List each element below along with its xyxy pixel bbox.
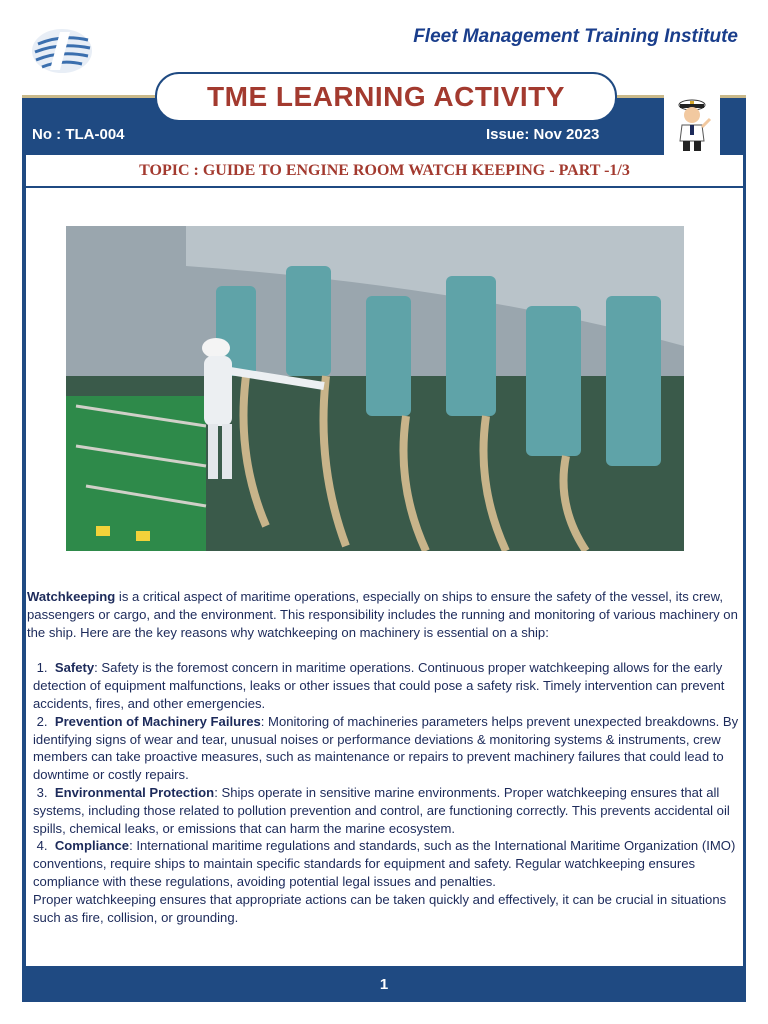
doc-number: No : TLA-004 [32,126,125,143]
list-item-title: Compliance [54,838,130,854]
engine-room-photo [66,226,684,551]
body-text [27,588,739,926]
list-item-text: : Safety is the foremost concern in maritime operations. Continuous proper watchkeeping allows for the early detection of equipment malfunctions, leaks or other issues that could pose a safety risk. Timely intervention can prevent accidents, fires, and other emergencies. [33,660,725,711]
captain-mascot [664,95,720,155]
list-item-title: Environmental Protection [54,784,215,800]
title-banner [155,72,617,122]
list-item: 3. Environmental Protection: Ships operate in sensitive marine environments. Proper watchkeeping ensures that all systems, including those related to pollution prevention and control, are functioning correctly. This prevents accidental oil spills, chemical leaks, or emissions that can harm the marine ecosystem. [33,784,730,836]
intro-lead: Watchkeeping [27,589,116,604]
topic-title: TOPIC : GUIDE TO ENGINE ROOM WATCH KEEPING - PART -1/3 [139,161,630,179]
list-item: 2. Prevention of Machinery Failures: Monitoring of machineries parameters helps prevent unexpected breakdowns. By identifying signs of wear and tear, unusual noises or performance deviations & monitoring systems & instruments, crew members can take proactive measures, such as maintenance or repairs to prevent machinery failures that could lead to downtime or costly repairs. [33,713,739,783]
list-item-title: Safety [54,660,95,676]
issue-date: Issue: Nov 2023 [486,126,600,143]
list-item-text: : Monitoring of machineries parameters helps prevent unexpected breakdowns. By identifying signs of wear and tear, unusual noises or performance deviations & monitoring systems & instruments, crew members can take proactive measures, such as maintenance or repairs to prevent machinery failures that could lead to downtime or costly repairs. [33,713,739,783]
list-item: 4. Compliance: International maritime regulations and standards, such as the International Maritime Organization (IMO) conventions, require ships to maintain specific standards for equipment and safety. Regular watchkeeping ensures compliance with these regulations, avoiding potential legal issues and penalties. [33,838,736,889]
list-item: 1. Safety: Safety is the foremost concern in maritime operations. Continuous proper watchkeeping allows for the early detection of equipment malfunctions, leaks or other issues that could pose a safety risk. Timely intervention can prevent accidents, fires, and other emergencies. [33,660,725,711]
closing-paragraph: Proper watchkeeping ensures that appropriate actions can be taken quickly and effectively, it can be crucial in situations such as fire, collision, or grounding. [33,891,727,925]
org-name: Fleet Management Training Institute [413,26,738,47]
list-item-title: Prevention of Machinery Failures [54,713,261,729]
page-title: TME LEARNING ACTIVITY [207,81,565,112]
fmti-logo [30,26,94,76]
list-item-text: : Ships operate in sensitive marine environments. Proper watchkeeping ensures that all systems, including those related to pollution prevention and control, are functioning correctly. This prevents accidental oil spills, chemical leaks, or emissions that can harm the marine ecosystem. [33,784,730,836]
intro-text: is a critical aspect of maritime operations, especially on ships to ensure the safety of the vessel, its crew, passengers or cargo, and the environment. This responsibility includes the running and monitoring of various machinery on the ship. Here are the key reasons why watchkeeping on machinery is essential on a ship: [27,589,738,640]
page-number: 1 [379,975,389,993]
key-reasons-list [27,659,739,926]
page-footer [22,966,746,1002]
intro-paragraph [27,588,739,641]
list-item-text: : International maritime regulations and standards, such as the International Maritime Organization (IMO) conventions, require ships to maintain specific standards for equipment and safety. Regular watchkeeping ensures compliance with these regulations, avoiding potential legal issues and penalties. [33,838,736,889]
topic-bar [26,155,743,188]
